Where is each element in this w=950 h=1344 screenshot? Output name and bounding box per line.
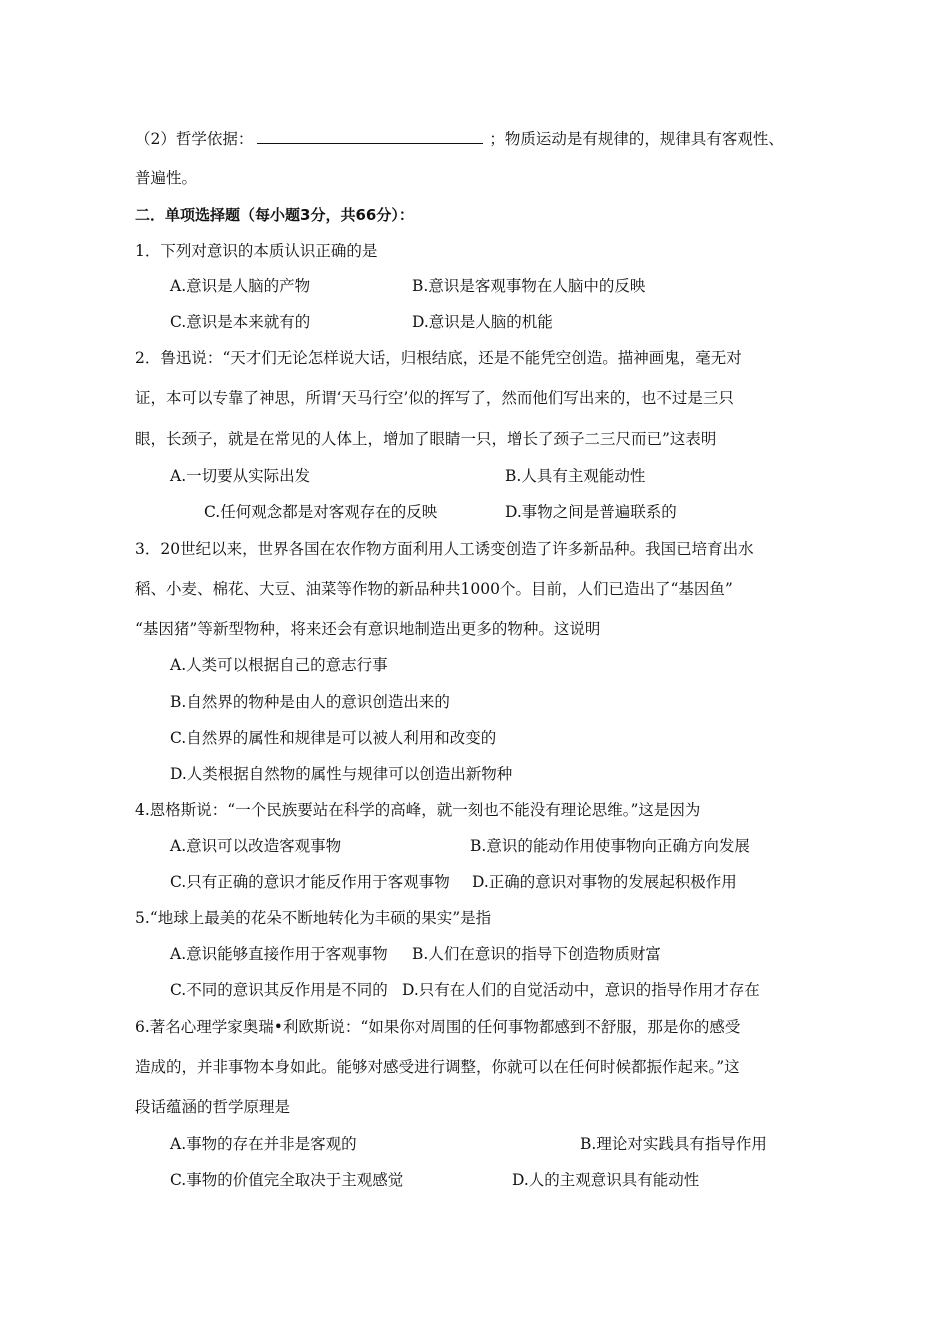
option-a: A.事物的存在并非是客观的: [170, 1135, 357, 1153]
section-heading: 二．单项选择题（每小题3分，共66分）：: [135, 206, 414, 224]
question-stem: 段话蕴涵的哲学原理是: [135, 1098, 291, 1116]
option-b: B.自然界的物种是由人的意识创造出来的: [170, 693, 450, 711]
option-b: B.意识是客观事物在人脑中的反映: [412, 277, 646, 295]
question-stem: 造成的，并非事物本身如此。能够对感受进行调整，你就可以在任何时候都振作起来。”这: [135, 1058, 740, 1076]
question-stem: 6.著名心理学家奥瑞•利欧斯说：“如果你对周围的任何事物都感到不舒服，那是你的感受: [135, 1018, 741, 1036]
option-d: D.正确的意识对事物的发展起积极作用: [472, 873, 737, 891]
option-a: A.意识是人脑的产物: [170, 277, 311, 295]
option-d: D.人类根据自然物的属性与规律可以创造出新物种: [170, 765, 513, 783]
question-stem: 证，本可以专靠了神思，所谓‘天马行空’似的挥写了，然而他们写出来的，也不过是三只: [135, 389, 734, 407]
question-stem: 1．下列对意识的本质认识正确的是: [135, 242, 378, 260]
option-d: D.事物之间是普遍联系的: [505, 503, 677, 521]
option-c: C.事物的价值完全取决于主观感觉: [170, 1171, 404, 1189]
question-continuation: 普遍性。: [135, 169, 198, 187]
option-c: C.不同的意识其反作用是不同的: [170, 981, 388, 999]
option-a: A.人类可以根据自己的意志行事: [170, 656, 388, 674]
question-suffix: ；物质运动是有规律的，规律具有客观性、: [489, 130, 784, 148]
question-stem: 稻、小麦、棉花、大豆、油菜等作物的新品种共1000个。目前，人们已造出了“基因鱼”: [135, 580, 733, 598]
option-c: C.任何观念都是对客观存在的反映: [204, 503, 438, 521]
option-d: D.只有在人们的自觉活动中，意识的指导作用才存在: [402, 981, 760, 999]
option-a: A.意识能够直接作用于客观事物: [170, 945, 388, 963]
option-d: D.人的主观意识具有能动性: [512, 1171, 700, 1189]
option-b: B.人具有主观能动性: [505, 467, 646, 485]
question-stem: 4.恩格斯说：“一个民族要站在科学的高峰，就一刻也不能没有理论思维。”这是因为: [135, 801, 701, 819]
question-stem: 3．20世纪以来，世界各国在农作物方面利用人工诱变创造了许多新品种。我国已培育出水: [135, 540, 754, 558]
option-b: B.人们在意识的指导下创造物质财富: [412, 945, 661, 963]
question-stem: “基因猪”等新型物种，将来还会有意识地制造出更多的物种。这说明: [135, 620, 601, 638]
option-d: D.意识是人脑的机能: [412, 313, 553, 331]
question-stem: 眼，长颈子，就是在常见的人体上，增加了眼睛一只，增长了颈子二三尺而已”这表明: [135, 430, 717, 448]
option-b: B.理论对实践具有指导作用: [580, 1135, 767, 1153]
fill-in-question-line: [135, 129, 784, 149]
option-a: A.一切要从实际出发: [170, 467, 311, 485]
option-b: B.意识的能动作用使事物向正确方向发展: [470, 837, 750, 855]
question-prefix: （2）哲学依据：: [135, 130, 254, 148]
answer-blank[interactable]: [257, 129, 483, 144]
option-c: C.意识是本来就有的: [170, 313, 311, 331]
option-a: A.意识可以改造客观事物: [170, 837, 342, 855]
option-c: C.自然界的属性和规律是可以被人利用和改变的: [170, 729, 497, 747]
question-stem: 2．鲁迅说：“天才们无论怎样说大话，归根结底，还是不能凭空创造。描神画鬼，毫无对: [135, 349, 742, 367]
question-stem: 5.“地球上最美的花朵不断地转化为丰硕的果实”是指: [135, 909, 492, 927]
option-c: C.只有正确的意识才能反作用于客观事物: [170, 873, 450, 891]
